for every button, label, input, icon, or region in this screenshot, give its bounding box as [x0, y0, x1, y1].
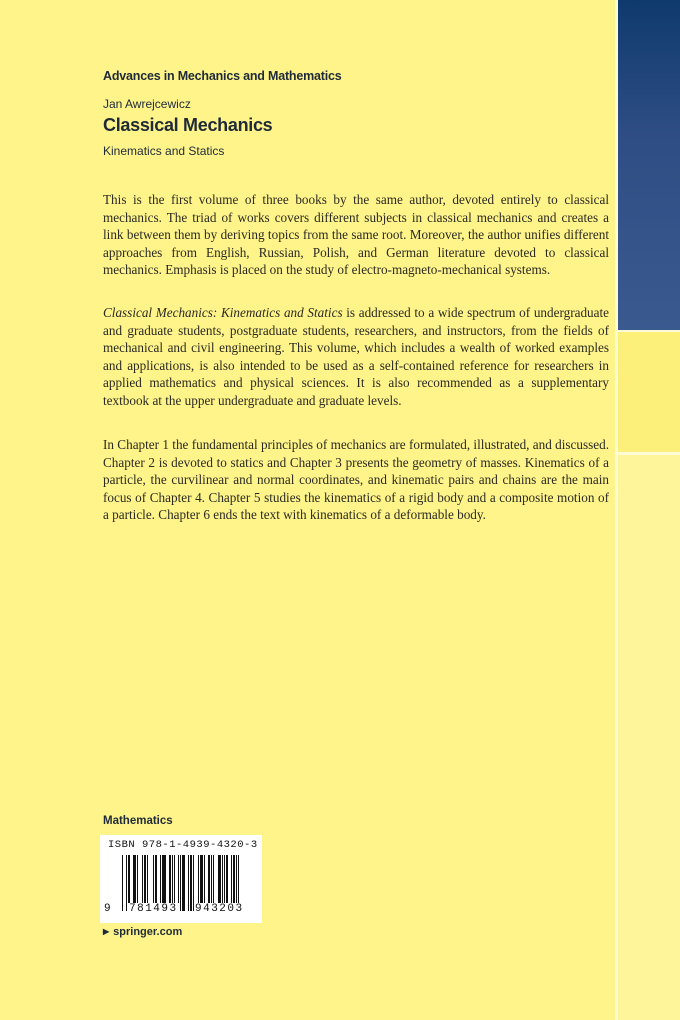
barcode-digit: 9 — [104, 903, 111, 915]
series-name: Advances in Mechanics and Mathematics — [103, 69, 342, 83]
book-title: Classical Mechanics — [103, 115, 273, 135]
publisher-link[interactable] — [103, 926, 182, 938]
barcode-digit: 943203 — [195, 903, 244, 915]
description-paragraph-3 — [103, 436, 609, 524]
isbn-label: ISBN 978-1-4939-4320-3 — [108, 839, 258, 851]
book-subtitle: Kinematics and Statics — [103, 144, 225, 158]
description-paragraph-1 — [103, 191, 609, 279]
author-name: Jan Awrejcewicz — [103, 97, 191, 111]
yellow-color-block — [618, 332, 680, 452]
link-text: springer.com — [113, 926, 183, 938]
subject-category: Mathematics — [103, 815, 173, 827]
description-paragraph-2 — [103, 304, 609, 410]
arrow-right-icon: ▶ — [103, 927, 110, 936]
block-divider — [618, 452, 680, 455]
paragraph-text: In Chapter 1 the fundamental principles of mechanics are formulated, illustrated, and discussed. Chapter 2 is devoted to statics and Chapter 3 presents the geometry of masses. Kinematics of a particle, the curvilinear and normal coordinates, and kinematic pairs and chains are the main focus of Chapter 4. Chapter 5 studies the kinematics of a rigid body and a composite motion of a particle. Chapter 6 ends the text with kinematics of a deformable body. — [103, 437, 609, 523]
paragraph-text: is addressed to a wide spectrum of undergraduate and graduate students, postgraduate students, researchers, and instructors, from the fields of mechanical and civil engineering. This volume, which includes a wealth of worked examples and applications, is also intended to be used as a self-contained reference for researchers in applied mathematics and physical sciences. It is also recommended as a supplementary textbook at the upper undergraduate and graduate levels. — [103, 305, 609, 408]
barcode-digit: 781493 — [129, 903, 178, 915]
navy-color-block — [618, 0, 680, 330]
isbn-barcode — [100, 835, 262, 923]
book-title-italic: Classical Mechanics: Kinematics and Statics — [103, 305, 343, 320]
paragraph-text: This is the first volume of three books by the same author, devoted entirely to classical mechanics. The triad of works covers different subjects in classical mechanics and creates a link between them by deriving topics from the same root. Moreover, the author unifies different approaches from English, Russian, Polish, and German literature devoted to classical mechanics. Emphasis is placed on the study of electro-magneto-mechanical systems. — [103, 192, 609, 278]
